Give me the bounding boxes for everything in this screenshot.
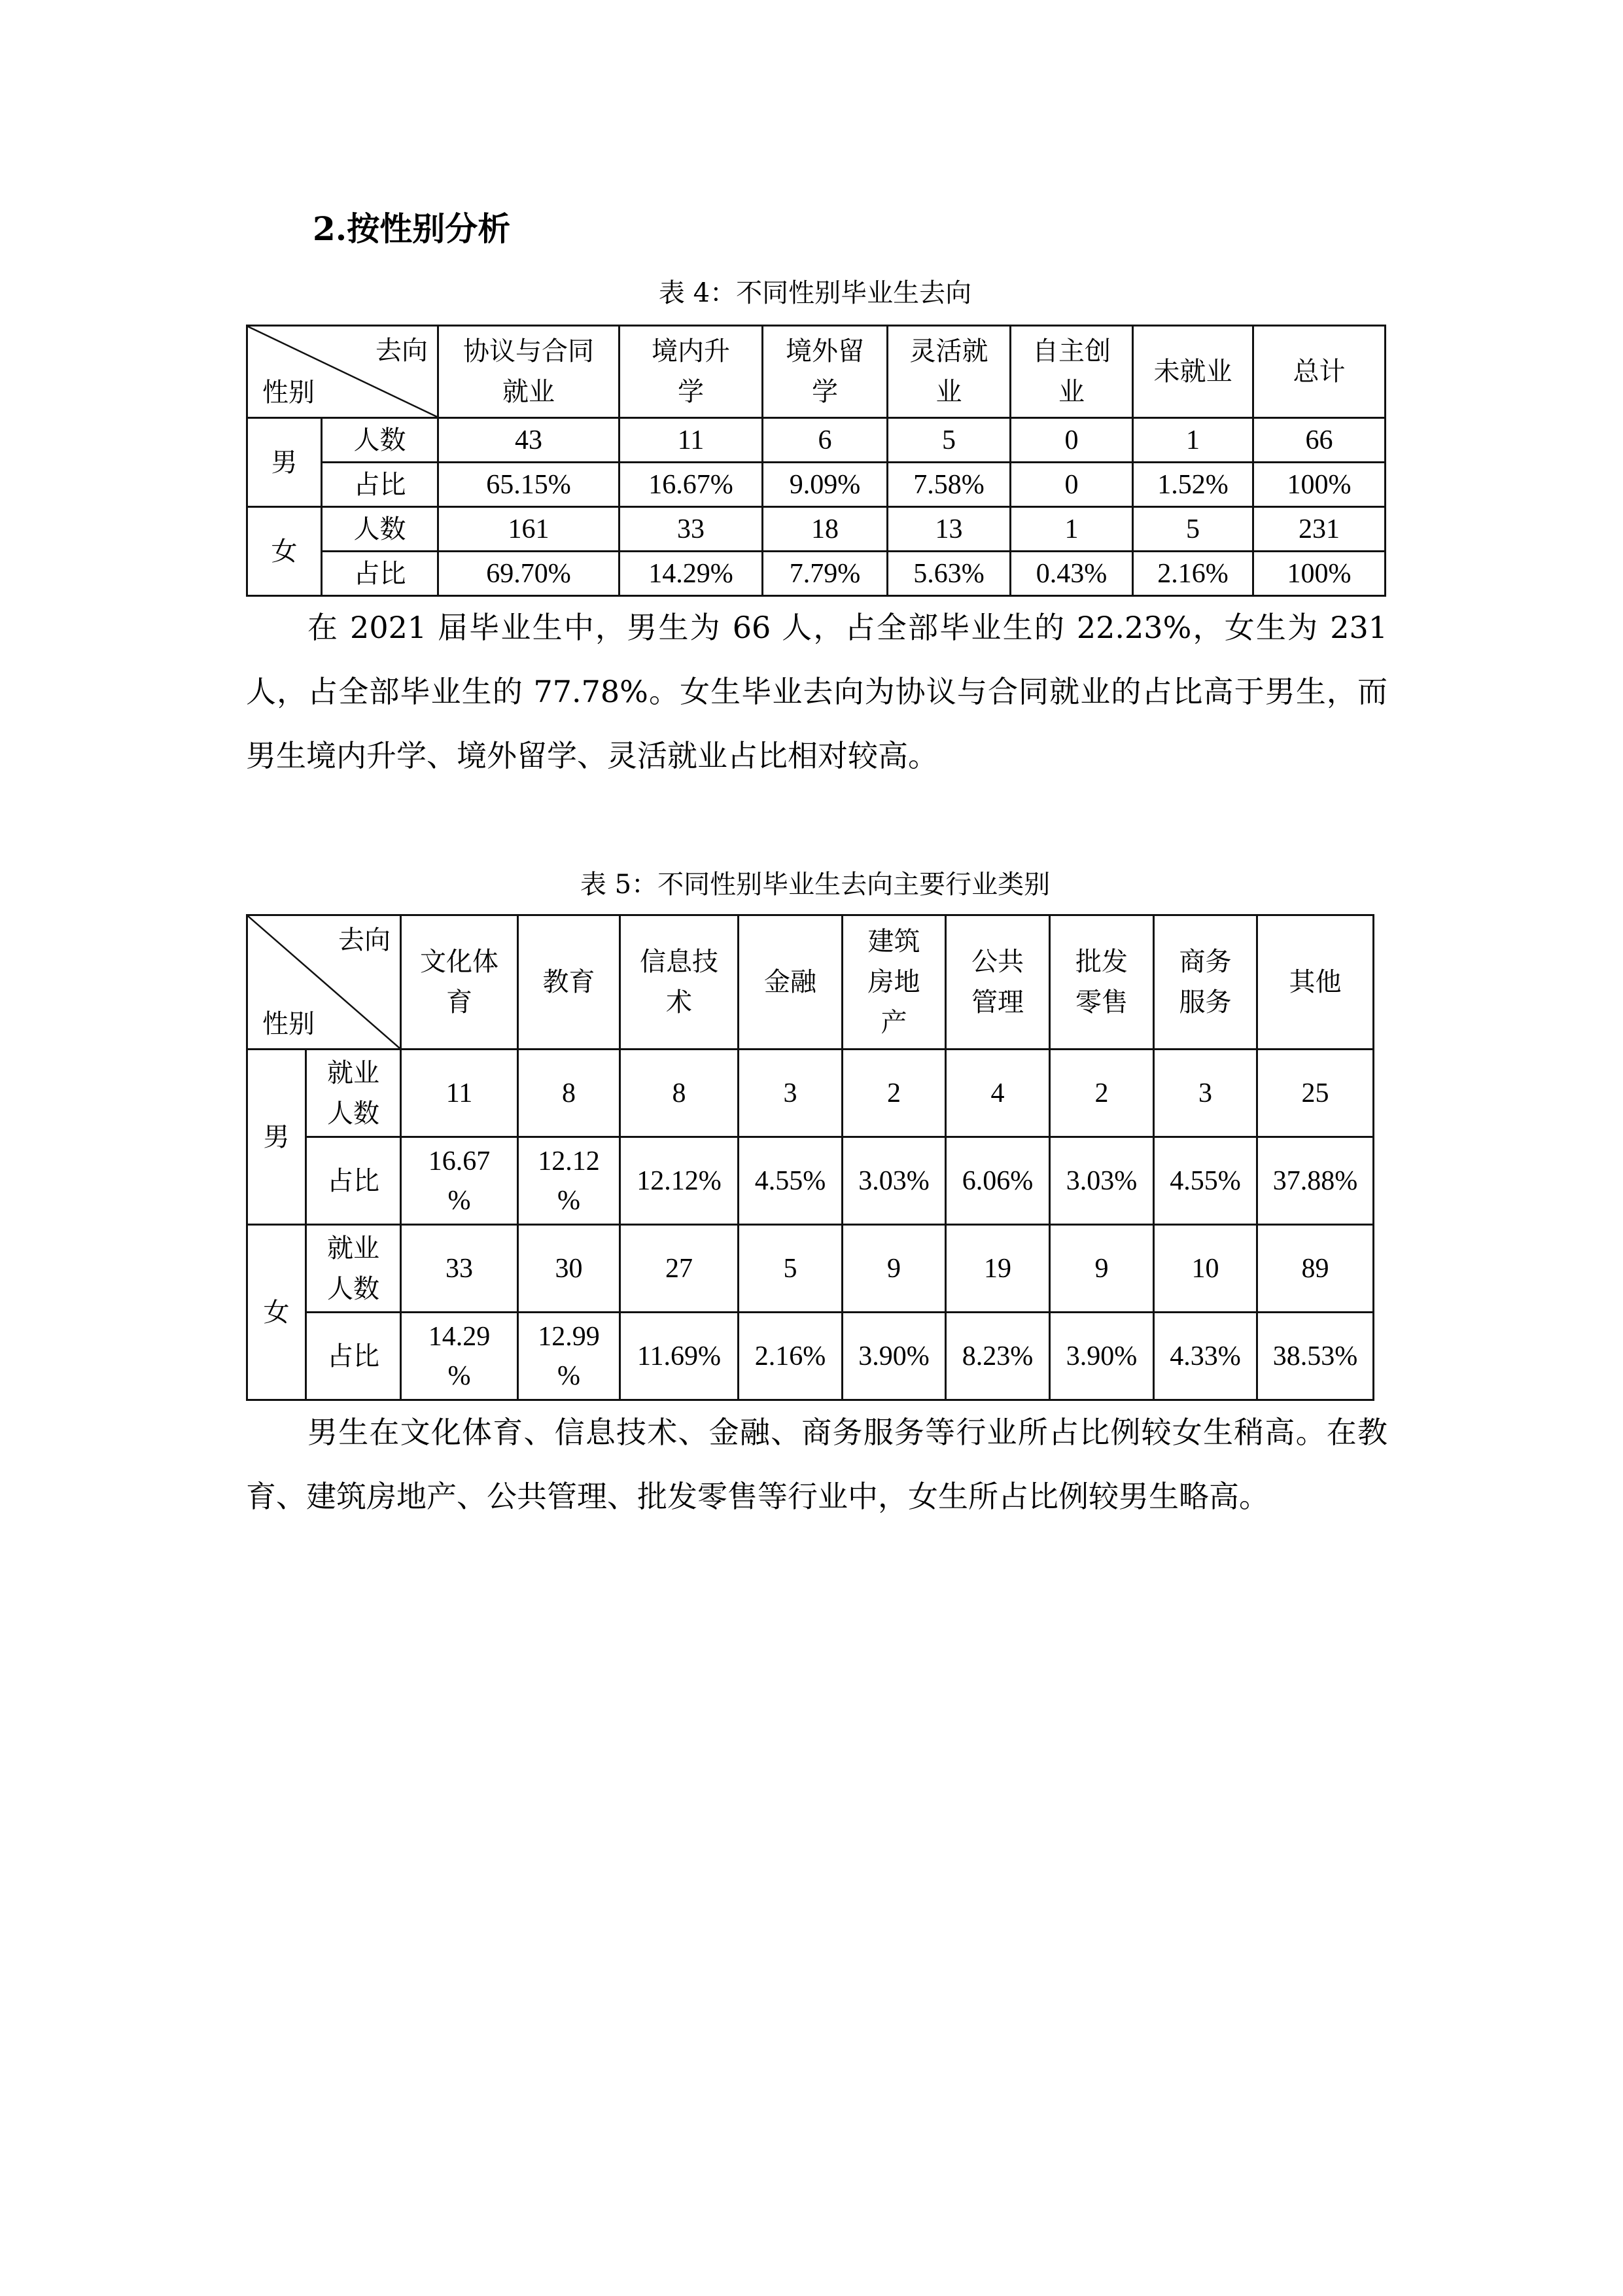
table-cell: 43: [438, 418, 620, 463]
table-cell: [843, 1050, 946, 1137]
table-cell-line: 33: [445, 1253, 473, 1284]
table-cell: [620, 1137, 739, 1225]
table4-data-row: [247, 463, 1386, 507]
table-cell-line: 3.03%: [858, 1165, 930, 1196]
column-header-line: 就业: [502, 377, 555, 407]
table-cell-line: 16.67: [428, 1146, 491, 1176]
row-label: [306, 1313, 401, 1400]
table5-data-row: [247, 1137, 1374, 1225]
column-header-line: 未就业: [1153, 357, 1232, 387]
table-cell-line: 8: [672, 1078, 686, 1108]
table-cell: [1257, 1313, 1374, 1400]
column-header-line: 商务: [1179, 947, 1232, 977]
row-label-line: 人数: [327, 1098, 379, 1129]
table5-industry-categories: [246, 914, 1374, 1401]
column-header: [843, 915, 946, 1050]
row-label: [306, 1050, 401, 1137]
row-label-line: 人数: [327, 1273, 379, 1304]
column-header-line: 管理: [971, 987, 1024, 1017]
table-cell: [518, 1225, 620, 1313]
table-cell: [946, 1225, 1050, 1313]
table-cell: 13: [888, 507, 1011, 552]
table-cell: [1050, 1137, 1154, 1225]
table-cell: [1257, 1137, 1374, 1225]
row-label-line: 占比: [327, 1165, 379, 1196]
table4-caption: 表 4：不同性别毕业生去向: [658, 278, 972, 308]
row-label: [306, 1225, 401, 1313]
table-cell-line: 37.88%: [1272, 1165, 1358, 1196]
table-cell-line: 4.55%: [754, 1165, 826, 1196]
table-cell-line: 38.53%: [1272, 1341, 1358, 1371]
table-cell-line: 89: [1301, 1253, 1329, 1284]
table-cell-line: 9: [887, 1253, 901, 1284]
column-header-line: 零售: [1075, 987, 1128, 1017]
column-header: [763, 326, 888, 418]
table-cell-line: 3: [1198, 1078, 1212, 1108]
table5-caption: 表 5：不同性别毕业生去向主要行业类别: [580, 870, 1051, 900]
column-header-line: 服务: [1179, 987, 1232, 1017]
table-cell: [1050, 1225, 1154, 1313]
table-cell: [1050, 1313, 1154, 1400]
row-label: 占比: [322, 552, 438, 596]
column-header: [1011, 326, 1133, 418]
table-cell: 18: [763, 507, 888, 552]
column-header-line: 业: [1058, 377, 1085, 407]
table-cell-line: 8: [562, 1078, 576, 1108]
table-cell: [401, 1225, 518, 1313]
table-cell: [1154, 1050, 1257, 1137]
table-cell: [518, 1313, 620, 1400]
column-header-line: 批发: [1075, 947, 1128, 977]
table-cell: [620, 1050, 739, 1137]
gender-cell: 男: [247, 418, 322, 507]
table-cell-line: 14.29: [428, 1321, 491, 1352]
column-header: [438, 326, 620, 418]
table-cell: 33: [620, 507, 763, 552]
table-cell: 2.16%: [1133, 552, 1253, 596]
paragraph-gender-summary: 在 2021 届毕业生中，男生为 66 人，占全部毕业生的 22.23%，女生为 231 人，占全部毕业生的 77.78%。女生毕业去向为协议与合同就业的占比高于男生，而男生境内升学、境外留学、灵活就业占比相对较高。: [246, 610, 1387, 773]
table-cell-line: 12.12: [538, 1146, 600, 1176]
column-header: [620, 915, 739, 1050]
paragraph-industry-summary: 男生在文化体育、信息技术、金融、商务服务等行业所占比例较女生稍高。在教育、建筑房地产、公共管理、批发零售等行业中，女生所占比例较男生略高。: [246, 1415, 1387, 1514]
table-cell: 7.79%: [763, 552, 888, 596]
table-cell-line: %: [557, 1360, 580, 1391]
table-cell: 69.70%: [438, 552, 620, 596]
table-cell: [843, 1225, 946, 1313]
table4-header-row: [247, 326, 1386, 418]
table-cell: 1: [1133, 418, 1253, 463]
column-header-line: 学: [678, 377, 704, 407]
table-cell: 11: [620, 418, 763, 463]
table4-data-row: [247, 552, 1386, 596]
table-cell-line: 2.16%: [754, 1341, 826, 1371]
table-cell-line: %: [447, 1185, 471, 1216]
table-cell-line: 30: [555, 1253, 583, 1284]
table-cell-line: %: [447, 1360, 471, 1391]
table-cell: [620, 1225, 739, 1313]
column-header: [1257, 915, 1374, 1050]
table4-data-row: [247, 507, 1386, 552]
column-header: [518, 915, 620, 1050]
column-header-line: 育: [446, 987, 472, 1017]
table-cell-line: 25: [1301, 1078, 1329, 1108]
row-label: 占比: [322, 463, 438, 507]
column-header: [620, 326, 763, 418]
table-cell-line: 9: [1094, 1253, 1109, 1284]
table-cell-line: 11.69%: [637, 1341, 721, 1371]
column-header: [739, 915, 843, 1050]
table5-data-row: [247, 1313, 1374, 1400]
table4-data-row: [247, 418, 1386, 463]
corner-label-gender: 性别: [262, 378, 315, 408]
table-cell: 231: [1253, 507, 1386, 552]
table-cell: 1.52%: [1133, 463, 1253, 507]
table-cell: [1154, 1313, 1257, 1400]
row-label-line: 占比: [327, 1341, 379, 1371]
table-cell: [739, 1313, 843, 1400]
column-header-line: 协议与合同: [463, 336, 594, 366]
column-header-line: 自主创: [1032, 336, 1111, 366]
column-header-line: 学: [812, 377, 838, 407]
corner-label-gender: 性别: [262, 1009, 315, 1039]
row-label: 人数: [322, 507, 438, 552]
table-cell: [739, 1050, 843, 1137]
table-cell: 0: [1011, 418, 1133, 463]
table-cell: 161: [438, 507, 620, 552]
table-cell-line: 3.03%: [1066, 1165, 1138, 1196]
table-cell: [1257, 1050, 1374, 1137]
table-cell: [946, 1313, 1050, 1400]
table-cell-line: %: [557, 1185, 580, 1216]
table-cell: [739, 1225, 843, 1313]
table-cell: [739, 1137, 843, 1225]
table-cell: 16.67%: [620, 463, 763, 507]
column-header-line: 房地: [867, 967, 920, 997]
column-header: [946, 915, 1050, 1050]
row-label: 人数: [322, 418, 438, 463]
table-cell-line: 5: [783, 1253, 797, 1284]
table-cell: [946, 1137, 1050, 1225]
table-cell-line: 19: [984, 1253, 1011, 1284]
corner-header-cell: [247, 326, 438, 418]
table-cell: [518, 1137, 620, 1225]
gender-cell: 男: [247, 1050, 306, 1225]
table-cell: 5.63%: [888, 552, 1011, 596]
table-cell: 1: [1011, 507, 1133, 552]
table-cell: [843, 1137, 946, 1225]
table-cell-line: 12.99: [538, 1321, 600, 1352]
table-cell: [1050, 1050, 1154, 1137]
table-cell-line: 3.90%: [1066, 1341, 1138, 1371]
table-cell-line: 4.55%: [1170, 1165, 1241, 1196]
corner-label-destination: 去向: [338, 925, 391, 955]
table-cell-line: 3.90%: [858, 1341, 930, 1371]
table-cell-line: 12.12%: [637, 1165, 722, 1196]
table-cell-line: 27: [665, 1253, 693, 1284]
table-cell: [843, 1313, 946, 1400]
table-cell-line: 6.06%: [962, 1165, 1034, 1196]
corner-header-cell: [247, 915, 401, 1050]
column-header-line: 教育: [542, 967, 595, 997]
row-label-line: 就业: [327, 1057, 379, 1088]
column-header: [1133, 326, 1253, 418]
table-cell-line: 11: [445, 1078, 473, 1108]
table-cell: 7.58%: [888, 463, 1011, 507]
column-header: [888, 326, 1011, 418]
table5-data-row: [247, 1225, 1374, 1313]
table4-graduate-destinations: [246, 325, 1386, 597]
table-cell: 5: [1133, 507, 1253, 552]
column-header-line: 建筑: [867, 927, 920, 957]
column-header-line: 业: [935, 377, 962, 407]
table-cell: 6: [763, 418, 888, 463]
table-cell: 14.29%: [620, 552, 763, 596]
row-label: [306, 1137, 401, 1225]
table-cell-line: 4.33%: [1170, 1341, 1241, 1371]
table-cell-line: 3: [783, 1078, 797, 1108]
table-cell: 0.43%: [1011, 552, 1133, 596]
table-cell: [401, 1137, 518, 1225]
column-header-line: 文化体: [420, 947, 498, 977]
column-header: [401, 915, 518, 1050]
column-header-line: 境外留: [786, 336, 864, 366]
column-header-line: 产: [881, 1008, 907, 1038]
table-cell: [1154, 1225, 1257, 1313]
gender-cell: 女: [247, 507, 322, 596]
table-cell-line: 4: [990, 1078, 1005, 1108]
column-header-line: 境内升: [652, 336, 730, 366]
table-cell-line: 2: [1094, 1078, 1109, 1108]
table-cell-line: 10: [1191, 1253, 1219, 1284]
gender-cell: 女: [247, 1225, 306, 1400]
table-cell: 100%: [1253, 552, 1386, 596]
column-header-line: 金融: [764, 967, 816, 997]
table-cell: [1154, 1137, 1257, 1225]
row-label-line: 就业: [327, 1233, 379, 1263]
table-cell: [1257, 1225, 1374, 1313]
table-cell: 65.15%: [438, 463, 620, 507]
table-cell: 100%: [1253, 463, 1386, 507]
column-header-line: 其他: [1289, 967, 1342, 997]
table5-header-row: [247, 915, 1374, 1050]
table-cell: [401, 1050, 518, 1137]
table5-data-row: [247, 1050, 1374, 1137]
column-header-line: 公共: [971, 947, 1024, 977]
section-heading: 2.按性别分析: [313, 209, 511, 248]
table-cell: [518, 1050, 620, 1137]
column-header-line: 信息技: [640, 947, 718, 977]
corner-label-destination: 去向: [375, 336, 428, 366]
column-header-line: 灵活就: [909, 336, 988, 366]
column-header-line: 术: [666, 987, 692, 1017]
table-cell-line: 8.23%: [962, 1341, 1034, 1371]
table-cell: 5: [888, 418, 1011, 463]
column-header-line: 总计: [1293, 357, 1346, 387]
table-cell: 9.09%: [763, 463, 888, 507]
column-header: [1253, 326, 1386, 418]
table-cell: [946, 1050, 1050, 1137]
column-header: [1050, 915, 1154, 1050]
table-cell: [401, 1313, 518, 1400]
table-cell-line: 2: [887, 1078, 901, 1108]
table-cell: 66: [1253, 418, 1386, 463]
table-cell: [620, 1313, 739, 1400]
table-cell: 0: [1011, 463, 1133, 507]
column-header: [1154, 915, 1257, 1050]
